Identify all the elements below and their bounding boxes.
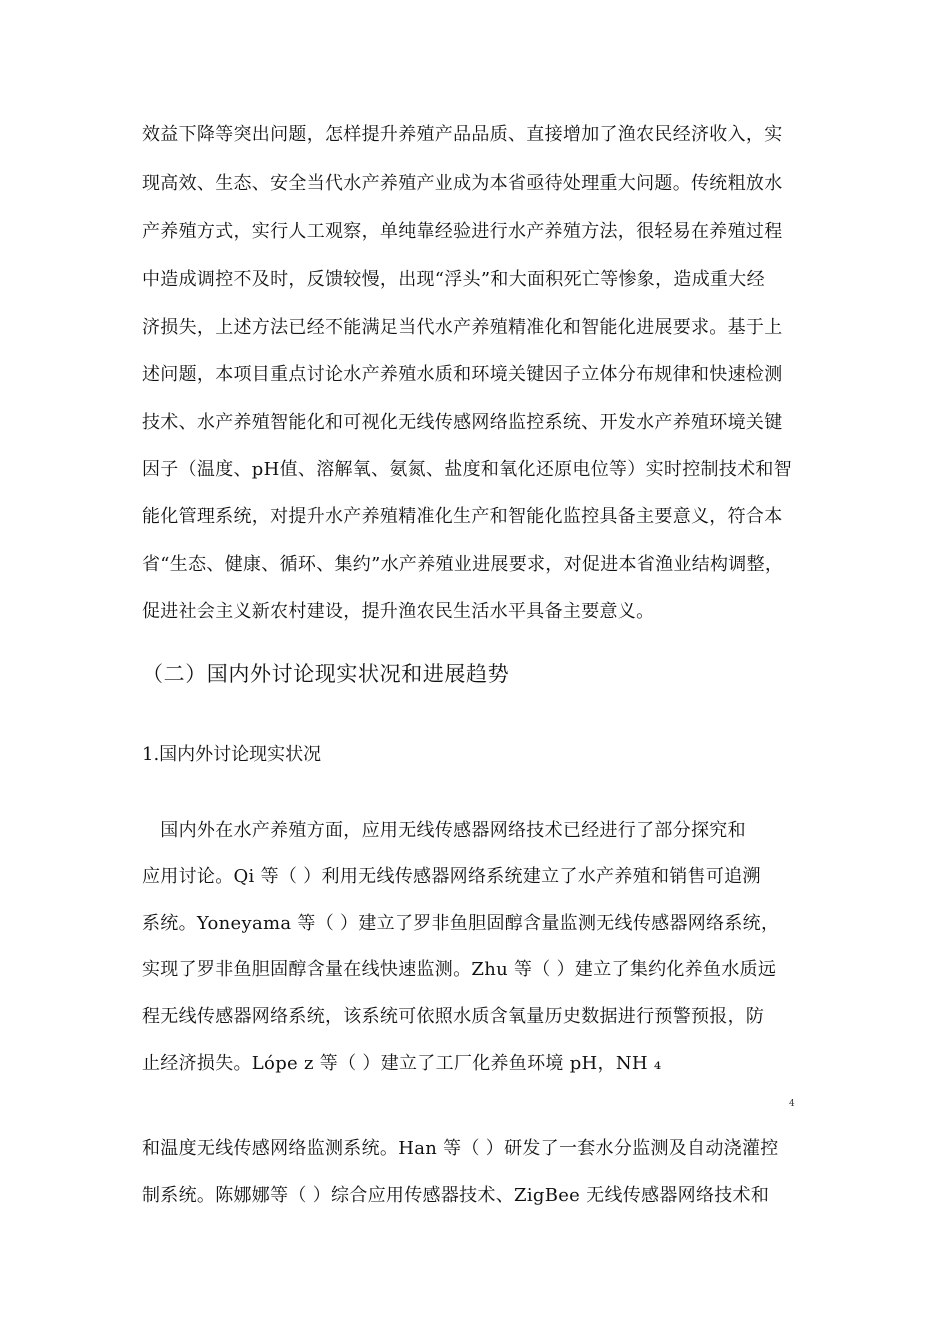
text-line: 因子（温度、pH值、溶解氧、氨氮、盐度和氧化还原电位等）实时控制技术和智 [142, 459, 793, 480]
text-line: 制系统。陈娜娜等（ ）综合应用传感器技术、ZigBee 无线传感器网络技术和 [142, 1185, 770, 1206]
subsection-heading: 1.国内外讨论现实状况 [142, 744, 322, 765]
text-line: 效益下降等突出问题，怎样提升养殖产品品质、直接增加了渔农民经济收入，实 [142, 124, 783, 145]
page-number: 4 [789, 1099, 795, 1109]
text-line: 能化管理系统，对提升水产养殖精准化生产和智能化监控具备主要意义，符合本 [142, 506, 783, 527]
text-line: 技术、水产养殖智能化和可视化无线传感网络监控系统、开发水产养殖环境关键 [142, 412, 783, 433]
text-line: 国内外在水产养殖方面，应用无线传感器网络技术已经进行了部分探究和 [142, 820, 746, 841]
text-line: 止经济损失。Lópe z 等（ ）建立了工厂化养鱼环境 pH，NH ₄ [142, 1053, 662, 1074]
text-line: 系统。Yoneyama 等（ ）建立了罗非鱼胆固醇含量监测无线传感器网络系统， [142, 913, 780, 934]
text-line: 省“生态、健康、循环、集约”水产养殖业进展要求，对促进本省渔业结构调整， [142, 554, 784, 575]
text-line: 应用讨论。Qi 等（ ）利用无线传感器网络系统建立了水产养殖和销售可追溯 [142, 866, 761, 887]
text-line: 程无线传感器网络系统，该系统可依照水质含氧量历史数据进行预警预报，防 [142, 1006, 765, 1027]
text-line: 产养殖方式，实行人工观察，单纯靠经验进行水产养殖方法，很轻易在养殖过程 [142, 221, 783, 242]
text-line: 中造成调控不及时，反馈较慢，出现“浮头”和大面积死亡等惨象，造成重大经 [142, 269, 765, 290]
text-line: 现高效、生态、安全当代水产养殖产业成为本省亟待处理重大问题。传统粗放水 [142, 173, 783, 194]
text-line: 述问题，本项目重点讨论水产养殖水质和环境关键因子立体分布规律和快速检测 [142, 364, 783, 385]
text-line: 济损失，上述方法已经不能满足当代水产养殖精准化和智能化进展要求。基于上 [142, 317, 783, 338]
text-line: 实现了罗非鱼胆固醇含量在线快速监测。Zhu 等（ ）建立了集约化养鱼水质远 [142, 959, 777, 980]
text-line: 和温度无线传感网络监测系统。Han 等（ ）研发了一套水分监测及自动浇灌控 [142, 1138, 779, 1159]
text-line: 促进社会主义新农村建设，提升渔农民生活水平具备主要意义。 [142, 601, 655, 622]
section-heading: （二）国内外讨论现实状况和进展趋势 [142, 662, 510, 686]
